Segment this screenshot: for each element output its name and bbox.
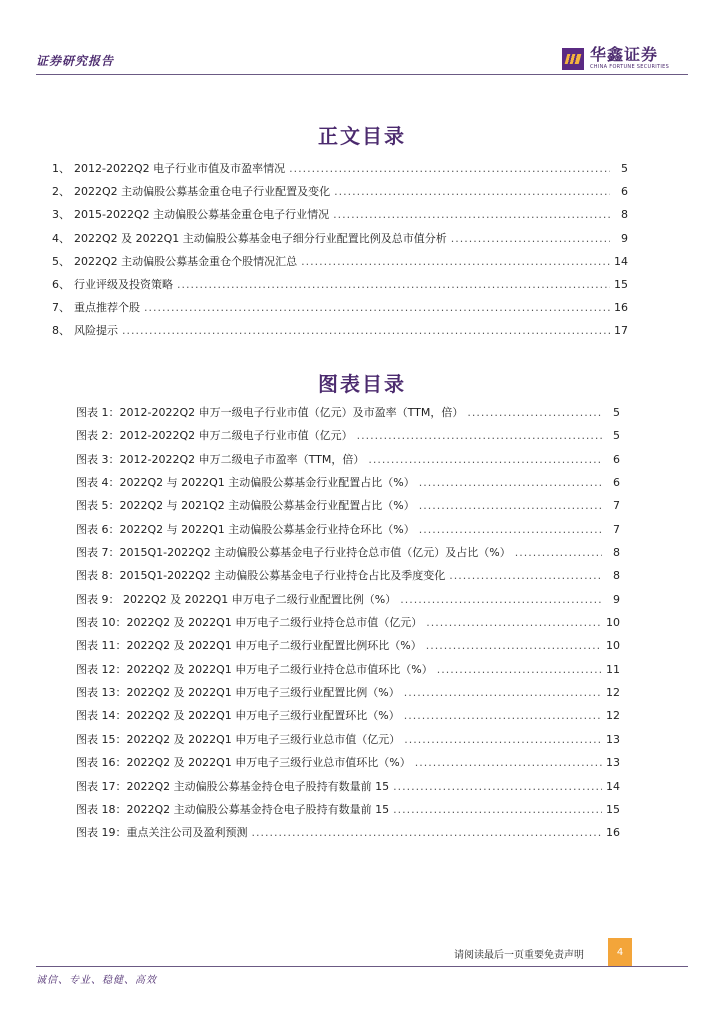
figure-title: 图表 14：2022Q2 及 2022Q1 申万电子三级行业配置环比（%） [76, 709, 400, 723]
figure-page: 13 [606, 756, 620, 770]
leader-dots [426, 639, 602, 652]
figure-title: 图表 16：2022Q2 及 2022Q1 申万电子三级行业总市值环比（%） [76, 756, 411, 770]
entry-page: 16 [614, 301, 628, 315]
entry-title: 2012-2022Q2 电子行业市值及市盈率情况 [74, 162, 286, 175]
contents-entry[interactable] [52, 276, 628, 299]
contents-entry[interactable] [52, 183, 628, 206]
leader-dots [404, 709, 602, 722]
figure-title: 图表 10：2022Q2 及 2022Q1 申万电子二级行业持仓总市值（亿元） [76, 616, 423, 630]
figure-entry[interactable] [76, 497, 620, 520]
figure-entry[interactable] [76, 661, 620, 684]
figure-page: 6 [613, 476, 620, 490]
footer-divider [36, 966, 688, 967]
entry-title: 2022Q2 及 2022Q1 主动偏股公募基金电子细分行业配置比例及总市值分析 [74, 231, 447, 245]
figure-page: 7 [613, 499, 620, 513]
entry-number: 3、 [52, 208, 70, 222]
leader-dots [368, 453, 602, 466]
header-divider [36, 74, 688, 75]
report-type-label: 证券研究报告 [36, 54, 115, 68]
figure-title: 图表 6：2022Q2 与 2022Q1 主动偏股公募基金行业持仓环比（%） [76, 522, 415, 536]
figure-entry[interactable] [76, 801, 620, 824]
figures-list [76, 404, 620, 848]
figure-title: 图表 11：2022Q2 及 2022Q1 申万电子二级行业配置比例环比（%） [76, 639, 422, 653]
figure-entry[interactable] [76, 474, 620, 497]
figure-page: 11 [606, 662, 620, 676]
leader-dots [400, 593, 602, 606]
logo-chinese-name: 华鑫证券 [590, 45, 659, 64]
figure-page: 6 [613, 452, 620, 466]
figure-title: 图表 4：2022Q2 与 2022Q1 主动偏股公募基金行业配置占比（%） [76, 476, 415, 490]
entry-title: 行业评级及投资策略 [74, 277, 173, 291]
entry-title: 2022Q2 主动偏股公募基金重仓个股情况汇总 [74, 254, 298, 268]
figure-page: 12 [606, 709, 620, 723]
logo-mark-icon [562, 48, 584, 70]
logo-english-name: CHINA FORTUNE SECURITIES [590, 64, 670, 70]
entry-page: 5 [621, 162, 628, 175]
figure-title: 图表 8：2015Q1-2022Q2 主动偏股公募基金电子行业持仓占比及季度变化 [76, 569, 446, 583]
figure-entry[interactable] [76, 521, 620, 544]
leader-dots [467, 406, 602, 419]
leader-dots [515, 546, 602, 559]
figure-title: 图表 9： 2022Q2 及 2022Q1 申万电子二级行业配置比例（%） [76, 592, 397, 606]
figure-page: 16 [606, 826, 620, 840]
leader-dots [334, 185, 610, 198]
leader-dots [122, 324, 610, 337]
leader-dots [419, 499, 602, 512]
figure-page: 10 [606, 639, 620, 653]
leader-dots [393, 803, 602, 816]
leader-dots [252, 826, 603, 839]
entry-page: 15 [614, 277, 628, 291]
figure-entry[interactable] [76, 591, 620, 614]
entry-number: 7、 [52, 301, 70, 315]
company-logo [562, 46, 669, 71]
leader-dots [357, 429, 602, 442]
figure-title: 图表 13：2022Q2 及 2022Q1 申万电子三级行业配置比例（%） [76, 686, 400, 700]
figure-page: 9 [613, 592, 620, 606]
leader-dots [426, 616, 602, 629]
leader-dots [333, 208, 610, 221]
entry-number: 2、 [52, 185, 70, 199]
entry-page: 14 [614, 254, 628, 268]
figure-entry[interactable] [76, 637, 620, 660]
leader-dots [404, 733, 602, 746]
entry-page: 17 [614, 324, 628, 338]
leader-dots [301, 255, 610, 268]
figure-entry[interactable] [76, 707, 620, 730]
figure-entry[interactable] [76, 427, 620, 450]
figure-title: 图表 1：2012-2022Q2 申万一级电子行业市值（亿元）及市盈率（TTM，倍） [76, 406, 464, 419]
entry-number: 8、 [52, 324, 70, 338]
entry-number: 6、 [52, 277, 70, 291]
leader-dots [393, 780, 602, 793]
contents-entry[interactable] [52, 230, 628, 253]
leader-dots [177, 278, 610, 291]
figure-title: 图表 7：2015Q1-2022Q2 主动偏股公募基金电子行业持仓总市值（亿元）及占比（%） [76, 546, 511, 560]
contents-entry[interactable] [52, 253, 628, 276]
entry-page: 9 [621, 231, 628, 245]
figure-page: 8 [613, 569, 620, 583]
figure-page: 13 [606, 732, 620, 746]
figure-entry[interactable] [76, 754, 620, 777]
contents-entry[interactable] [52, 206, 628, 229]
leader-dots [451, 232, 610, 245]
leader-dots [404, 686, 602, 699]
entry-page: 8 [621, 208, 628, 222]
contents-entry[interactable] [52, 160, 628, 183]
figure-page: 7 [613, 522, 620, 536]
figure-entry[interactable] [76, 614, 620, 637]
figure-title: 图表 5：2022Q2 与 2021Q2 主动偏股公募基金行业配置占比（%） [76, 499, 415, 513]
leader-dots [415, 756, 602, 769]
entry-title: 重点推荐个股 [74, 301, 140, 315]
company-motto: 诚信、专业、稳健、高效 [36, 975, 157, 986]
leader-dots [144, 301, 610, 314]
figure-title: 图表 2：2012-2022Q2 申万二级电子行业市值（亿元） [76, 429, 353, 443]
figure-title: 图表 15：2022Q2 及 2022Q1 申万电子三级行业总市值（亿元） [76, 732, 401, 746]
contents-title: 正文目录 [318, 124, 406, 148]
contents-entry[interactable] [52, 322, 628, 345]
figure-entry[interactable] [76, 731, 620, 754]
figure-title: 图表 12：2022Q2 及 2022Q1 申万电子二级行业持仓总市值环比（%） [76, 662, 433, 676]
leader-dots [289, 162, 610, 175]
figure-page: 14 [606, 779, 620, 793]
figure-page: 12 [606, 686, 620, 700]
entry-number: 5、 [52, 254, 70, 268]
page-number-badge: 4 [608, 938, 632, 966]
entry-title: 2015-2022Q2 主动偏股公募基金重仓电子行业情况 [74, 208, 330, 222]
figure-page: 8 [613, 546, 620, 560]
figures-title: 图表目录 [318, 372, 406, 396]
figure-entry[interactable] [76, 778, 620, 801]
leader-dots [437, 663, 602, 676]
disclaimer-note: 请阅读最后一页重要免责声明 [454, 950, 584, 961]
figure-title: 图表 3：2012-2022Q2 申万二级电子市盈率（TTM，倍） [76, 452, 365, 466]
leader-dots [419, 476, 602, 489]
entry-number: 4、 [52, 231, 70, 245]
figure-page: 10 [606, 616, 620, 630]
figure-title: 图表 17：2022Q2 主动偏股公募基金持仓电子股持有数量前 15 [76, 779, 390, 793]
figure-title: 图表 19：重点关注公司及盈利预测 [76, 826, 248, 840]
entry-page: 6 [621, 185, 628, 199]
figure-entry[interactable] [76, 567, 620, 590]
figure-page: 15 [606, 802, 620, 816]
figure-entry[interactable] [76, 544, 620, 567]
figure-entry[interactable] [76, 404, 620, 427]
figure-title: 图表 18：2022Q2 主动偏股公募基金持仓电子股持有数量前 15 [76, 802, 390, 816]
figure-entry[interactable] [76, 684, 620, 707]
figure-entry[interactable] [76, 451, 620, 474]
leader-dots [449, 569, 602, 582]
leader-dots [419, 523, 602, 536]
entry-number: 1、 [52, 162, 70, 175]
figure-entry[interactable] [76, 824, 620, 847]
figure-page: 5 [613, 406, 620, 419]
entry-title: 2022Q2 主动偏股公募基金重仓电子行业配置及变化 [74, 185, 331, 199]
entry-title: 风险提示 [74, 324, 118, 338]
contents-entry[interactable] [52, 299, 628, 322]
figure-page: 5 [613, 429, 620, 443]
contents-list [52, 160, 628, 346]
